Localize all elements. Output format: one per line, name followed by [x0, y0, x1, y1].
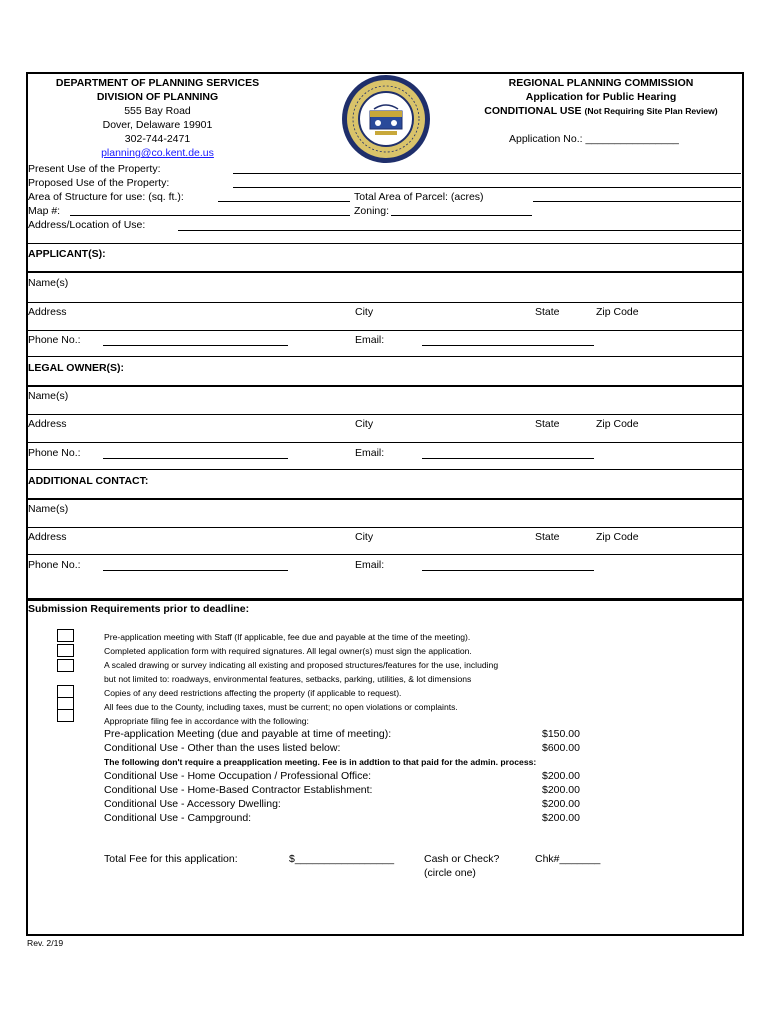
conditional-use-line: [470, 105, 732, 117]
city-label[interactable]: City: [355, 306, 374, 318]
conditional-use-label: CONDITIONAL USE: [484, 105, 582, 117]
divider: [27, 442, 743, 443]
requirement-item: Appropriate filing fee in accordance with the following:: [104, 716, 309, 726]
city-label[interactable]: City: [355, 418, 374, 430]
office-phone: 302-744-2471: [124, 133, 191, 145]
commission-title: REGIONAL PLANNING COMMISSION: [508, 77, 694, 89]
fee-amount: $600.00: [542, 742, 580, 754]
section-title: LEGAL OWNER(S):: [28, 362, 125, 374]
fee-amount: $200.00: [542, 784, 580, 796]
address-label[interactable]: Address: [28, 418, 67, 430]
dept-name: DEPARTMENT OF PLANNING SERVICES: [55, 77, 260, 89]
address-label[interactable]: Address: [28, 306, 67, 318]
divider: [27, 330, 743, 331]
names-label[interactable]: Name(s): [28, 503, 69, 515]
names-label[interactable]: Name(s): [28, 390, 69, 402]
zip-label[interactable]: Zip Code: [596, 531, 639, 543]
fee-label: Conditional Use - Accessory Dwelling:: [104, 798, 281, 810]
fee-label: Pre-application Meeting (due and payable at time of meeting):: [104, 728, 392, 740]
map-field[interactable]: [70, 215, 350, 216]
email-field[interactable]: [422, 570, 594, 571]
requirement-item: Pre-application meeting with Staff (If applicable, fee due and payable at the time of the meeting).: [104, 632, 471, 642]
requirement-item: Completed application form with required signatures. All legal owner(s) must sign the application.: [104, 646, 472, 656]
office-email-wrap: [30, 147, 285, 159]
seal-graphic: [339, 73, 433, 165]
phone-label: Phone No.:: [28, 334, 81, 346]
application-title: Application for Public Hearing: [525, 91, 677, 103]
checkbox-scaled-drawing[interactable]: [57, 659, 74, 672]
revision-note: Rev. 2/19: [27, 938, 64, 948]
fee-amount: $200.00: [542, 770, 580, 782]
proposed-use-field[interactable]: [233, 187, 741, 188]
fee-amount: $200.00: [542, 798, 580, 810]
divider: [27, 414, 743, 415]
fee-label: Conditional Use - Other than the uses listed below:: [104, 742, 341, 754]
requirement-item: Copies of any deed restrictions affecting the property (if applicable to request).: [104, 688, 402, 698]
city-address: Dover, Delaware 19901: [102, 119, 213, 131]
submission-title: Submission Requirements prior to deadline:: [28, 603, 250, 615]
names-label[interactable]: Name(s): [28, 277, 69, 289]
state-label[interactable]: State: [535, 531, 560, 543]
requirement-item: All fees due to the County, including taxes, must be current; no open violations or complaints.: [104, 702, 458, 712]
street-address: 555 Bay Road: [124, 105, 191, 117]
requirement-item: but not limited to: roadways, environmental features, setbacks, parking, utilities, & lot dimensions: [104, 674, 472, 684]
divider: [27, 243, 743, 244]
state-label[interactable]: State: [535, 418, 560, 430]
cash-or-check[interactable]: Cash or Check?: [424, 853, 500, 865]
divider: [27, 385, 743, 387]
present-use-label: Present Use of the Property:: [28, 163, 161, 175]
map-label: Map #:: [28, 205, 61, 217]
divider: [27, 527, 743, 528]
city-label[interactable]: City: [355, 531, 374, 543]
circle-one-note: (circle one): [424, 867, 476, 879]
phone-field[interactable]: [103, 458, 288, 459]
fee-label: Conditional Use - Home Occupation / Professional Office:: [104, 770, 372, 782]
divider: [27, 554, 743, 555]
present-use-field[interactable]: [233, 173, 741, 174]
checkbox-preapplication[interactable]: [57, 629, 74, 642]
address-label[interactable]: Address: [28, 531, 67, 543]
address-location-label: Address/Location of Use:: [28, 219, 146, 231]
fee-label: Conditional Use - Home-Based Contractor Establishment:: [104, 784, 373, 796]
email-label: Email:: [355, 559, 385, 571]
section-title: ADDITIONAL CONTACT:: [28, 475, 149, 487]
email-field[interactable]: [422, 345, 594, 346]
zoning-field[interactable]: [391, 215, 532, 216]
check-number-field[interactable]: Chk#_______: [535, 853, 601, 865]
proposed-use-label: Proposed Use of the Property:: [28, 177, 170, 189]
county-seal: [339, 73, 433, 165]
checkbox-application-form[interactable]: [57, 644, 74, 657]
conditional-use-note: (Not Requiring Site Plan Review): [584, 106, 718, 116]
office-email-link[interactable]: planning@co.kent.de.us: [101, 147, 214, 159]
area-structure-field[interactable]: [218, 201, 350, 202]
phone-field[interactable]: [103, 345, 288, 346]
total-fee-label: Total Fee for this application:: [104, 853, 238, 865]
email-label: Email:: [355, 447, 385, 459]
address-location-field[interactable]: [178, 230, 741, 231]
divider: [27, 302, 743, 303]
divider: [27, 271, 743, 273]
fee-label: Conditional Use - Campground:: [104, 812, 252, 824]
area-structure-label: Area of Structure for use: (sq. ft.):: [28, 191, 184, 203]
phone-label: Phone No.:: [28, 559, 81, 571]
application-number[interactable]: Application No.: ________________: [509, 133, 679, 145]
divider: [27, 469, 743, 470]
zip-label[interactable]: Zip Code: [596, 306, 639, 318]
zip-label[interactable]: Zip Code: [596, 418, 639, 430]
total-fee-field[interactable]: $_________________: [289, 853, 395, 865]
phone-field[interactable]: [103, 570, 288, 571]
total-area-field[interactable]: [533, 201, 741, 202]
checkbox-filing-fee[interactable]: [57, 709, 74, 722]
divider: [27, 356, 743, 357]
fee-amount: $150.00: [542, 728, 580, 740]
requirement-item: A scaled drawing or survey indicating all existing and proposed structures/features for the use, including: [104, 660, 499, 670]
email-field[interactable]: [422, 458, 594, 459]
zoning-label: Zoning:: [354, 205, 390, 217]
state-label[interactable]: State: [535, 306, 560, 318]
phone-label: Phone No.:: [28, 447, 81, 459]
email-label: Email:: [355, 334, 385, 346]
division-name: DIVISION OF PLANNING: [96, 91, 219, 103]
fee-amount: $200.00: [542, 812, 580, 824]
section-title: APPLICANT(S):: [28, 248, 106, 260]
total-area-label: Total Area of Parcel: (acres): [354, 191, 484, 203]
preapplication-note: The following don't require a preapplication meeting. Fee is in addtion to that paid for the admin. process:: [104, 757, 537, 767]
divider: [27, 498, 743, 500]
